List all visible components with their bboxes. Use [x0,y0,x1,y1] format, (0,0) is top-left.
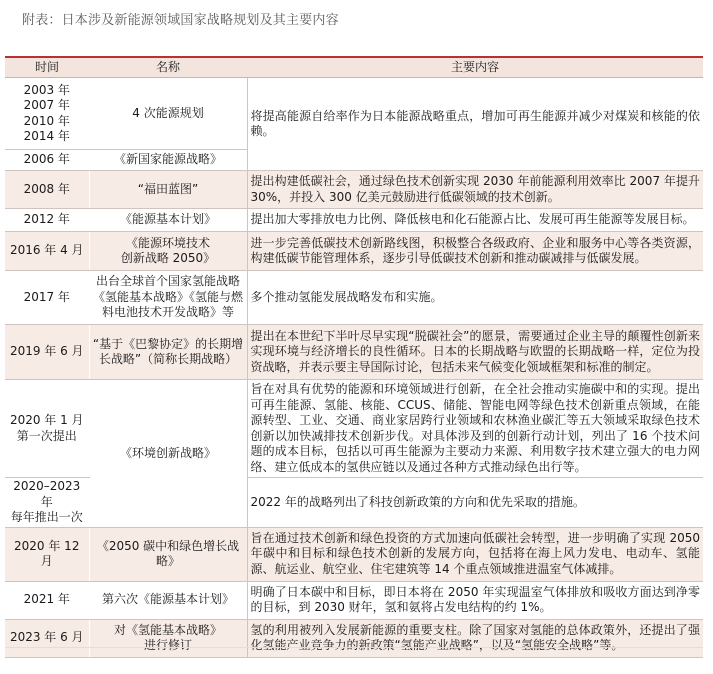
row-time: 2020 年 12 月 [5,527,89,581]
table-row [5,232,703,271]
table-row [5,581,703,619]
row-time: 2006 年 [5,150,89,171]
row-content: 多个推动氢能发展战略发布和实施。 [247,271,703,325]
header-content: 主要内容 [247,57,703,78]
row-name: 《环境创新战略》 [89,380,247,528]
table-row [5,325,703,380]
row-name: “福田蓝图” [89,171,247,209]
row-name: 对《氢能基本战略》 进行修订 [89,619,247,657]
bottom-rule [5,647,703,648]
row-time: 2017 年 [5,271,89,325]
row-time: 2020 年 1 月 第一次提出 [5,380,89,478]
header-time: 时间 [5,57,89,78]
table-header-row [5,57,703,78]
header-name: 名称 [89,57,247,78]
row-content: 氢的利用被列入发展新能源的重要支柱。除了国家对氢能的总体政策外，还提出了强化氢能产业竞争力的新政策“氢能产业战略”，以及“氢能安全战略”等。 [247,619,703,657]
row-time: 2012 年 [5,209,89,232]
table-row [5,619,703,657]
table-row [5,527,703,581]
row-name: “基于《巴黎协定》的长期增长战略”（简称长期战略） [89,325,247,380]
row-content: 2022 年的战略列出了科技创新政策的方向和优先采取的措施。 [247,478,703,528]
row-time: 2008 年 [5,171,89,209]
table-row [5,78,703,150]
row-time: 2003 年 2007 年 2010 年 2014 年 [5,78,89,150]
row-name: 《能源基本计划》 [89,209,247,232]
row-name: 《能源环境技术 创新战略 2050》 [89,232,247,271]
row-name: 《2050 碳中和绿色增长战略》 [89,527,247,581]
row-time: 2019 年 6 月 [5,325,89,380]
row-content: 旨在通过技术创新和绿色投资的方式加速向低碳社会转型，进一步明确了实现 2050 年碳中和目标和绿色技术创新的发展方向，包括将在海上风力发电、电动车、氢能源、航运业、航空业、住宅建筑等 14 个重点领域推进温室气体减排。 [247,527,703,581]
row-content: 将提高能源自给率作为日本能源战略重点，增加可再生能源并减少对煤炭和核能的依赖。 [247,78,703,171]
row-content: 进一步完善低碳技术创新路线图，积极整合各级政府、企业和服务中心等各类资源，构建低碳节能管理体系，逐步引导低碳技术创新和推动碳减排与低碳发展。 [247,232,703,271]
row-content: 明确了日本碳中和目标，即日本将在 2050 年实现温室气体排放和吸收方面达到净零的目标，到 2030 财年，氢和氨将占发电结构的约 1%。 [247,581,703,619]
table-row [5,271,703,325]
row-name: 出台全球首个国家氢能战略《氢能基本战略》《氢能与燃料电池技术开发战略》等 [89,271,247,325]
strategy-table [5,56,703,658]
row-content: 旨在对具有优势的能源和环境领域进行创新，在全社会推动实施碳中和的实现。提出可再生能源、氢能、核能、CCUS、储能、智能电网等绿色技术创新重点领域，在能源转型、工业、交通、商业家居跨行业领域和农林渔业碳汇等五大领域采取绿色技术创新以加快减排技术创新步伐。对具体涉及到的创新行动计划，列出了 16 个技术问题的成本目标，包括以可再生能源为主要动力来源、利用数字技术建立强大的电力网络、建立低成本的氢供应链以及通过各种方式推动绿色出行等。 [247,380,703,478]
row-name: 4 次能源规划 [89,78,247,150]
table-row [5,380,703,478]
row-time: 2023 年 6 月 [5,619,89,657]
table-row [5,171,703,209]
row-content: 提出在本世纪下半叶尽早实现“脱碳社会”的愿景，需要通过企业主导的颠覆性创新来实现环境与经济增长的良性循环。日本的长期战略与欧盟的长期战略一样，定位为投资战略，并表示要主导国际讨论，包括未来气候变化领域框架和标准的制定。 [247,325,703,380]
row-time: 2020–2023 年 每年推出一次 [5,478,89,528]
row-content: 提出构建低碳社会，通过绿色技术创新实现 2030 年前能源利用效率比 2007 年提升 30%，并投入 300 亿美元鼓励进行低碳领域的技术创新。 [247,171,703,209]
row-time: 2021 年 [5,581,89,619]
table-row [5,209,703,232]
row-content: 提出加大零排放电力比例、降低核电和化石能源占比、发展可再生能源等发展目标。 [247,209,703,232]
row-name: 《新国家能源战略》 [89,150,247,171]
table-caption: 附表：日本涉及新能源领域国家战略规划及其主要内容 [22,13,339,28]
row-time: 2016 年 4 月 [5,232,89,271]
row-name: 第六次《能源基本计划》 [89,581,247,619]
